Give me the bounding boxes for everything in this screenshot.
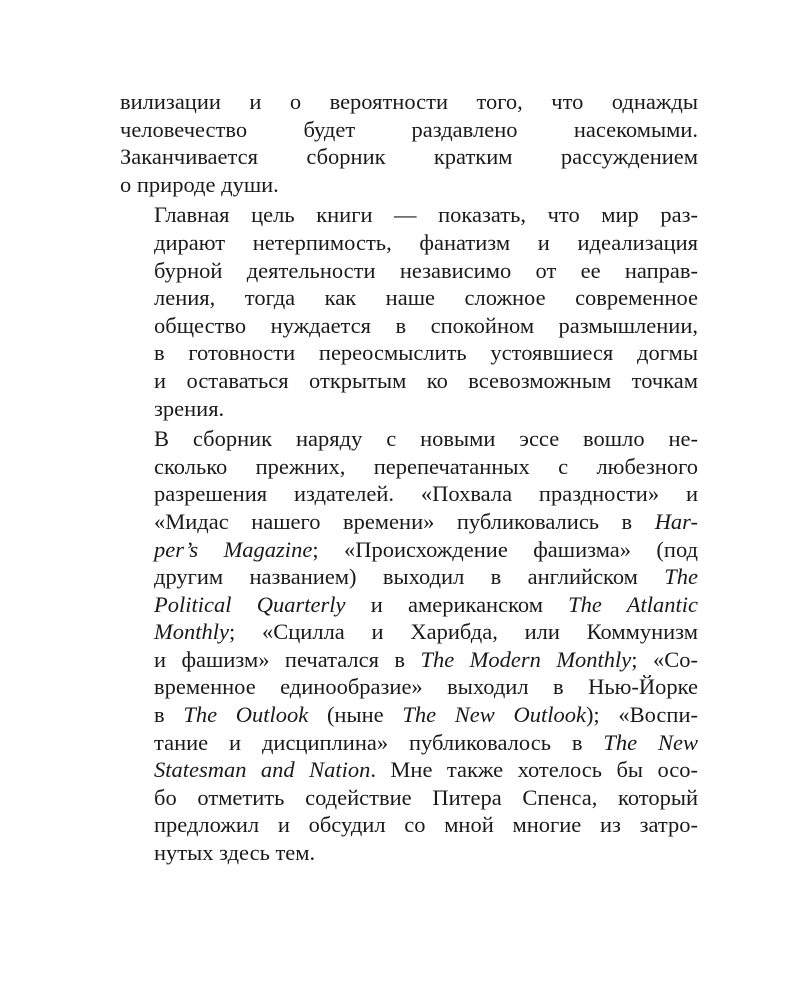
italic-title: The Modern Monthly bbox=[420, 646, 632, 672]
italic-title: Political Quarterly bbox=[154, 591, 346, 617]
text-line bbox=[120, 339, 698, 367]
text-line bbox=[120, 701, 698, 729]
text-line bbox=[120, 480, 698, 508]
text-run: сколько прежних, перепечатанных с любезного bbox=[154, 453, 698, 479]
text-run: Главная цель книги — показать, что мир раз- bbox=[154, 202, 698, 228]
text-run: в bbox=[154, 702, 184, 728]
text-line bbox=[120, 756, 698, 784]
text-line bbox=[120, 171, 698, 199]
text-run: ; «Со- bbox=[631, 646, 698, 672]
italic-title: Har- bbox=[654, 508, 698, 534]
text-line bbox=[120, 284, 698, 312]
text-run: предложил и обсудил со мной многие из затро- bbox=[154, 812, 698, 838]
text-run: нутых здесь тем. bbox=[154, 840, 316, 866]
text-line bbox=[120, 201, 698, 229]
text-line bbox=[120, 116, 698, 144]
text-run: вилизации и о вероятности того, что однажды bbox=[120, 89, 698, 114]
text-line bbox=[120, 673, 698, 701]
text-run: «Мидас нашего времени» публиковались в bbox=[154, 508, 655, 534]
text-line bbox=[120, 591, 698, 619]
text-run: бо отметить содействие Питера Спенса, который bbox=[154, 784, 698, 810]
paragraph bbox=[120, 88, 698, 198]
italic-title: Monthly bbox=[154, 619, 229, 645]
text-line bbox=[120, 425, 698, 453]
paragraph bbox=[120, 201, 698, 422]
text-run: и американском bbox=[345, 591, 569, 617]
text-line bbox=[120, 453, 698, 481]
italic-title: The bbox=[664, 564, 698, 590]
text-run: временное единообразие» выходил в Нью-Йорке bbox=[154, 674, 698, 700]
text-line bbox=[120, 312, 698, 340]
text-run: и оставаться открытым ко всевозможным точкам bbox=[154, 367, 698, 393]
text-run: разрешения издателей. «Похвала праздности» и bbox=[154, 481, 698, 507]
text-line bbox=[120, 257, 698, 285]
text-line bbox=[120, 536, 698, 564]
text-run: в готовности переосмыслить устоявшиеся догмы bbox=[154, 340, 698, 366]
text-line bbox=[120, 395, 698, 423]
text-run: другим названием) выходил в английском bbox=[154, 564, 665, 590]
text-body bbox=[120, 88, 698, 867]
text-run: о природе души. bbox=[120, 171, 279, 197]
text-run: человечество будет раздавлено насекомыми. bbox=[120, 116, 698, 142]
text-line bbox=[120, 784, 698, 812]
italic-title: The Outlook bbox=[183, 702, 309, 728]
text-line bbox=[120, 367, 698, 395]
text-run: В сборник наряду с новыми эссе вошло не- bbox=[154, 426, 698, 452]
text-run: дирают нетерпимость, фанатизм и идеализация bbox=[154, 229, 698, 255]
italic-title: The New bbox=[603, 729, 698, 755]
italic-title: The New Outlook bbox=[402, 702, 586, 728]
text-run: ; «Происхождение фашизма» (под bbox=[312, 536, 698, 562]
text-run: . Мне также хотелось бы осо- bbox=[370, 757, 698, 783]
text-run: (ныне bbox=[308, 702, 403, 728]
text-line bbox=[120, 811, 698, 839]
text-line bbox=[120, 729, 698, 757]
text-line bbox=[120, 839, 698, 867]
text-line bbox=[120, 508, 698, 536]
text-run: общество нуждается в спокойном размышлении, bbox=[154, 312, 698, 338]
book-page bbox=[120, 88, 698, 867]
text-line bbox=[120, 88, 698, 116]
text-run: и фашизм» печатался в bbox=[154, 646, 421, 672]
italic-title: per’s Magazine bbox=[154, 536, 313, 562]
paragraph bbox=[120, 425, 698, 867]
text-run: бурной деятельности независимо от ее направ- bbox=[154, 257, 698, 283]
text-run: тание и дисциплина» публиковалось в bbox=[154, 729, 604, 755]
text-run: Заканчивается сборник кратким рассуждением bbox=[120, 144, 698, 170]
text-run: зрения. bbox=[154, 395, 225, 421]
italic-title: Statesman and Nation bbox=[154, 757, 371, 783]
text-line bbox=[120, 618, 698, 646]
text-run: ления, тогда как наше сложное современное bbox=[154, 285, 698, 311]
text-line bbox=[120, 646, 698, 674]
text-line bbox=[120, 229, 698, 257]
italic-title: The Atlantic bbox=[568, 591, 698, 617]
text-line bbox=[120, 563, 698, 591]
text-run: ); «Воспи- bbox=[585, 702, 698, 728]
text-line bbox=[120, 143, 698, 171]
text-run: ; «Сцилла и Харибда, или Коммунизм bbox=[228, 619, 698, 645]
